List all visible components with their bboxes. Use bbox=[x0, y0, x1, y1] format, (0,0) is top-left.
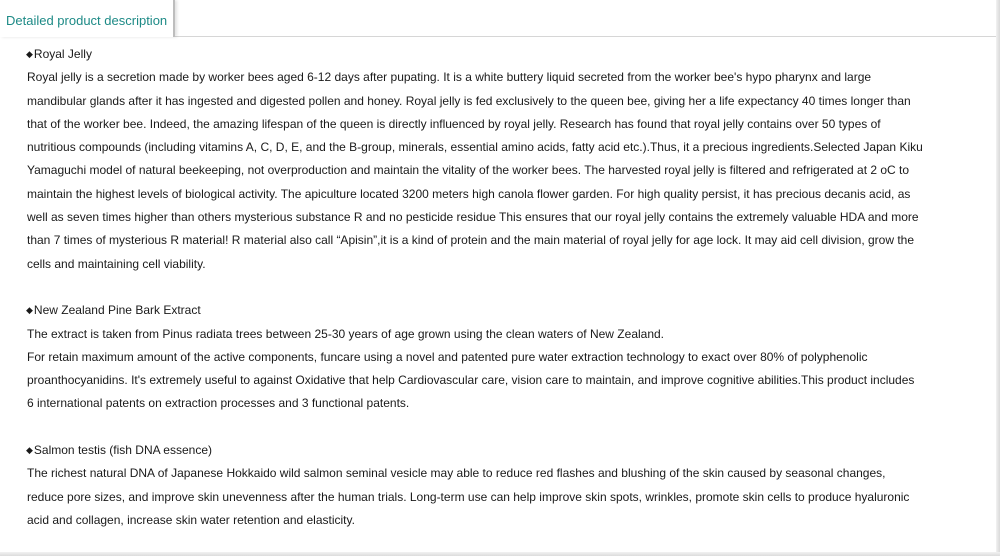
section-pine-bark-extract bbox=[27, 299, 972, 415]
tab-label: Detailed product description bbox=[6, 13, 168, 28]
section-heading-text: Salmon testis (fish DNA essence) bbox=[33, 443, 212, 458]
section-heading bbox=[27, 43, 972, 66]
tab-detailed-product-description[interactable] bbox=[0, 0, 175, 37]
tab-bar bbox=[0, 0, 1000, 37]
section-heading bbox=[27, 299, 972, 322]
panel-bottom-edge bbox=[0, 552, 1000, 556]
section-paragraph: Royal jelly is a secretion made by worker bees aged 6-12 days after pupating. It is a white buttery liquid secreted from the worker bee's hypo pharynx and large mandibular glands after it has ingested and digested pollen and honey. Royal jelly is fed exclusively to the queen bee, giving her a life expectancy 40 times longer than that of the worker bee. Indeed, the amazing lifespan of the queen is directly influenced by royal jelly. Research has found that royal jelly contains over 50 types of nutritious compounds (including vitamins A, C, D, E, and the B-group, minerals, essential amino acids, fatty acid etc.).Thus, it a precious ingredients.Selected Japan Kiku Yamaguchi model of natural beekeeping, not overproduction and maintain the vitality of the worker bees. The harvested royal jelly is filtered and refrigerated at 2 oC to maintain the highest levels of biological activity. The apiculture located 3200 meters high canola flower garden. For high quality persist, it has precious decanis acid, as well as seven times higher than others mysterious substance R and no pesticide residue This ensures that our royal jelly contains the extremely valuable HDA and more than 7 times of mysterious R material! R material also call “Apisin”,it is a kind of protein and the main material of royal jelly for age lock. It may aid cell division, grow the cells and maintaining cell viability. bbox=[27, 70, 923, 271]
diamond-bullet-icon: ◆ bbox=[26, 305, 33, 316]
section-salmon-testis bbox=[27, 439, 972, 532]
section-heading-text: Royal Jelly bbox=[33, 47, 92, 61]
description-content bbox=[27, 43, 972, 532]
section-heading bbox=[27, 439, 972, 462]
section-heading-text: New Zealand Pine Bark Extract bbox=[33, 303, 201, 318]
panel-right-edge bbox=[996, 0, 1000, 556]
diamond-bullet-icon: ◆ bbox=[26, 49, 33, 59]
section-paragraph: For retain maximum amount of the active components, funcare using a novel and patented pure water extraction technology to exact over 80% of polyphenolic proanthocyanidins. It's extremely useful to against Oxidative that help Cardiovascular care, vision care to maintain, and improve cognitive abilities.This product includes 6 international patents on extraction processes and 3 functional patents. bbox=[27, 349, 915, 411]
section-paragraph: The richest natural DNA of Japanese Hokkaido wild salmon seminal vesicle may able to reduce red flashes and blushing of the skin caused by seasonal changes, reduce pore sizes, and improve skin unevenness after the human trials. Long-term use can help improve skin spots, wrinkles, promote skin cells to produce hyaluronic acid and collagen, increase skin water retention and elasticity. bbox=[27, 466, 910, 527]
diamond-bullet-icon: ◆ bbox=[26, 445, 33, 456]
section-paragraph: The extract is taken from Pinus radiata trees between 25-30 years of age grown using the clean waters of New Zealand. bbox=[27, 326, 665, 341]
section-royal-jelly bbox=[27, 43, 972, 276]
